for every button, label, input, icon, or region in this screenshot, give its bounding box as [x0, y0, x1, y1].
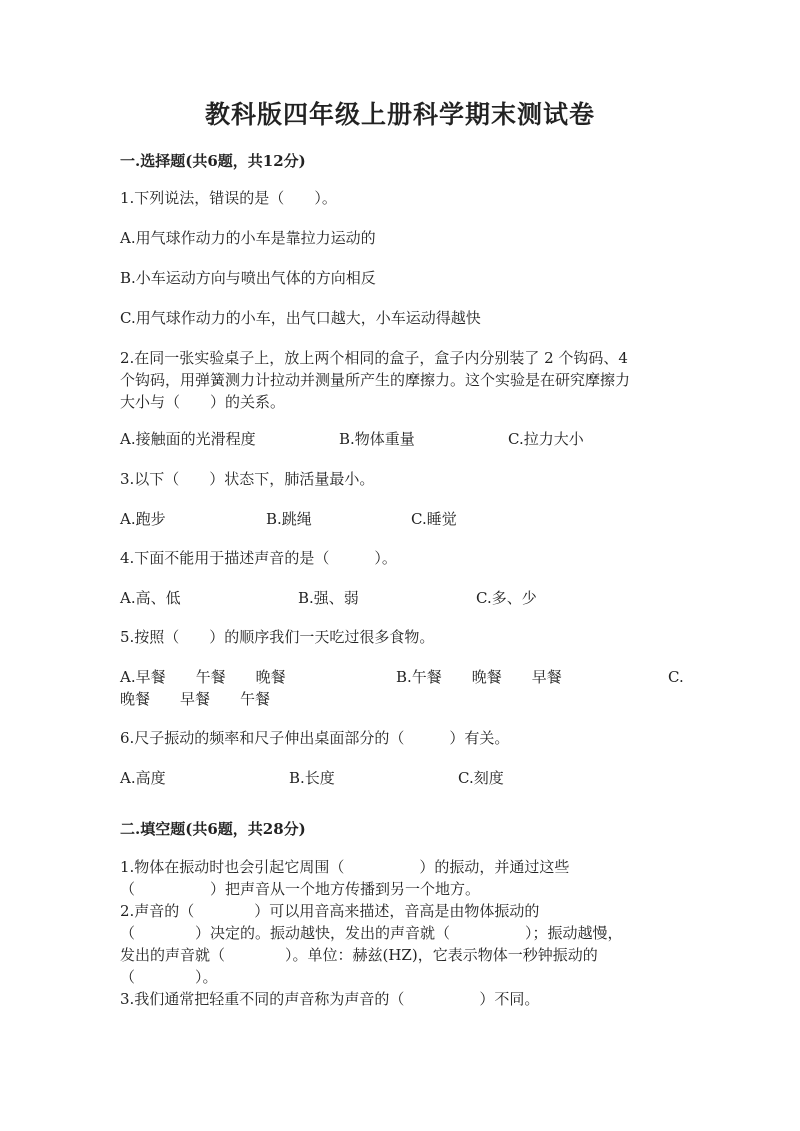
- fill-line-3: 2.声音的（ ）可以用音高来描述，音高是由物体振动的: [120, 902, 540, 920]
- question-2-option-c: C.拉力大小: [508, 430, 584, 448]
- fill-line-4: （ ）决定的。振动越快，发出的声音就（ ）；振动越慢，: [120, 924, 623, 942]
- fill-line-6: （ ）。: [120, 968, 218, 986]
- question-4-option-c: C.多、少: [476, 589, 537, 607]
- question-1-option-a: A.用气球作动力的小车是靠拉力运动的: [120, 229, 376, 247]
- question-5-stem: 5.按照（ ）的顺序我们一天吃过很多食物。: [120, 628, 435, 646]
- question-4-option-b: B.强、弱: [298, 589, 359, 607]
- question-6-option-c: C.刻度: [458, 769, 504, 787]
- question-2-option-b: B.物体重量: [339, 430, 415, 448]
- question-4-stem: 4.下面不能用于描述声音的是（ ）。: [120, 549, 397, 567]
- question-2-option-a: A.接触面的光滑程度: [120, 430, 256, 448]
- question-5-option-c: 晚餐 早餐 午餐: [120, 690, 271, 708]
- question-2-stem-line-3: 大小与（ ）的关系。: [120, 393, 286, 411]
- question-3-option-a: A.跑步: [120, 510, 166, 528]
- question-1-stem: 1.下列说法，错误的是（ ）。: [120, 189, 337, 207]
- fill-line-2: （ ）把声音从一个地方传播到另一个地方。: [120, 880, 481, 898]
- question-5-option-b: B.午餐 晚餐 早餐: [396, 668, 562, 686]
- question-6-option-b: B.长度: [289, 769, 335, 787]
- exam-title: 教科版四年级上册科学期末测试卷: [204, 100, 595, 129]
- question-5-option-c-label: C.: [668, 668, 684, 686]
- fill-line-5: 发出的声音就（ ）。单位：赫兹(HZ)，它表示物体一秒钟振动的: [120, 946, 598, 964]
- question-3-option-c: C.睡觉: [411, 510, 457, 528]
- fill-line-7: 3.我们通常把轻重不同的声音称为声音的（ ）不同。: [120, 990, 540, 1008]
- question-6-stem: 6.尺子振动的频率和尺子伸出桌面部分的（ ）有关。: [120, 729, 510, 747]
- question-2-stem-line-1: 2.在同一张实验桌子上，放上两个相同的盒子，盒子内分别装了 2 个钩码、4: [120, 349, 628, 367]
- question-6-option-a: A.高度: [120, 769, 166, 787]
- question-5-option-a: A.早餐 午餐 晚餐: [120, 668, 286, 686]
- section-heading-fill: 二.填空题(共6题，共28分): [120, 820, 306, 838]
- question-1-option-b: B.小车运动方向与喷出气体的方向相反: [120, 269, 376, 287]
- section-heading-choice: 一.选择题(共6题，共12分): [120, 152, 306, 170]
- question-4-option-a: A.高、低: [120, 589, 181, 607]
- question-2-stem-line-2: 个钩码，用弹簧测力计拉动并测量所产生的摩擦力。这个实验是在研究摩擦力: [120, 371, 631, 389]
- question-3-stem: 3.以下（ ）状态下，肺活量最小。: [120, 470, 375, 488]
- question-1-option-c: C.用气球作动力的小车，出气口越大，小车运动得越快: [120, 309, 481, 327]
- question-3-option-b: B.跳绳: [266, 510, 312, 528]
- fill-line-1: 1.物体在振动时也会引起它周围（ ）的振动，并通过这些: [120, 858, 570, 876]
